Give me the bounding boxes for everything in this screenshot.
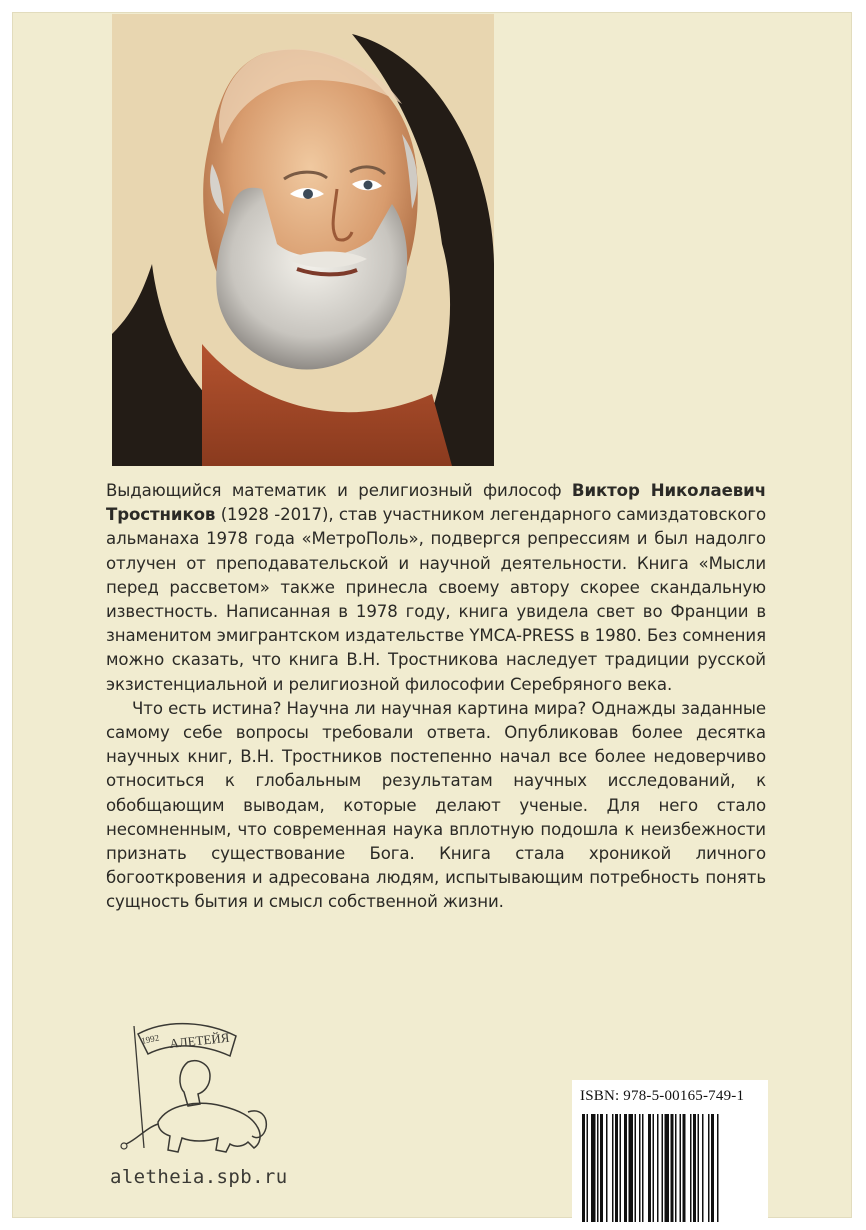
barcode-bar: [657, 1114, 659, 1222]
author-name: Виктор Николаевич Тростников: [106, 481, 766, 525]
barcode-bar: [671, 1114, 674, 1222]
logo-name: АЛЕТЕЙЯ: [168, 1029, 231, 1051]
description-intro: [106, 479, 766, 697]
barcode-bar: [624, 1114, 627, 1222]
isbn-label: ISBN: 978-5-00165-749-1: [580, 1088, 745, 1104]
barcode-bar: [635, 1114, 637, 1222]
description-paragraph2: Что есть истина? Научна ли научная картина мира? Однажды заданные самому себе вопросы требовали ответа. Опубликовав более десятка научных книг, В.Н. Тростников постепенно начал все более недоверчиво относиться к глобальным результатам научных исследований, к обобщающим выводам, которые делают ученые. Для него стало несомненным, что современная наука вплотную подошла к неизбежности признать существование Бога. Книга стала хроникой личного богооткровения и адресована людям, испытывающим потребность понять сущность бытия и смысл собственной жизни.: [106, 698, 766, 912]
barcode-bar: [698, 1114, 700, 1222]
book-back-cover: [12, 12, 852, 1218]
barcode-bar: [693, 1114, 696, 1222]
barcode-bar: [648, 1114, 651, 1222]
barcode-image: [582, 1114, 760, 1222]
barcode-bar: [597, 1114, 599, 1222]
barcode-bar: [690, 1114, 692, 1222]
barcode-bar: [612, 1114, 614, 1222]
barcode-bar: [665, 1114, 670, 1222]
barcode-bar: [642, 1114, 644, 1222]
barcode-bar: [620, 1114, 622, 1222]
barcode-bar: [653, 1114, 655, 1222]
book-description: [106, 479, 766, 915]
logo-year: 1992: [140, 1032, 161, 1046]
barcode-bar: [683, 1114, 686, 1222]
publisher-logo: [118, 1012, 278, 1158]
barcode-bar: [702, 1114, 704, 1222]
barcode-bar: [629, 1114, 634, 1222]
barcode-bar: [711, 1114, 714, 1222]
barcode-bar: [615, 1114, 618, 1222]
description-paragraph1: (1928 -2017), став участником легендарного самиздатовского альманаха 1978 года «МетроПоль», подвергся репрессиям и был надолго отлучен от преподавательской и научной деятельности. Книга «Мысли перед рассветом» также принесла своему автору скорее скандальную известность. Написанная в 1978 году, книга увидела свет во Франции в знаменитом эмигрантском издательстве YMCA-PRESS в 1980. Без сомнения можно сказать, что книга В.Н. Тростникова наследует традиции русской экзистенциальной и религиозной философии Серебряного века.: [106, 505, 766, 694]
barcode-bar: [708, 1114, 710, 1222]
barcode-bar: [606, 1114, 608, 1222]
barcode-bar: [675, 1114, 677, 1222]
author-portrait-image: [112, 14, 494, 466]
barcode-area: [572, 1080, 768, 1228]
barcode-bar: [639, 1114, 641, 1222]
barcode-bar: [591, 1114, 596, 1222]
barcode-bar: [680, 1114, 682, 1222]
barcode-bar: [717, 1114, 719, 1222]
barcode-bar: [662, 1114, 664, 1222]
barcode-bar: [582, 1114, 585, 1222]
barcode-bar: [587, 1114, 589, 1222]
description-line1: Выдающийся математик и религиозный философ: [106, 481, 562, 500]
barcode-bar: [600, 1114, 603, 1222]
publisher-website: aletheia.spb.ru: [110, 1166, 288, 1188]
